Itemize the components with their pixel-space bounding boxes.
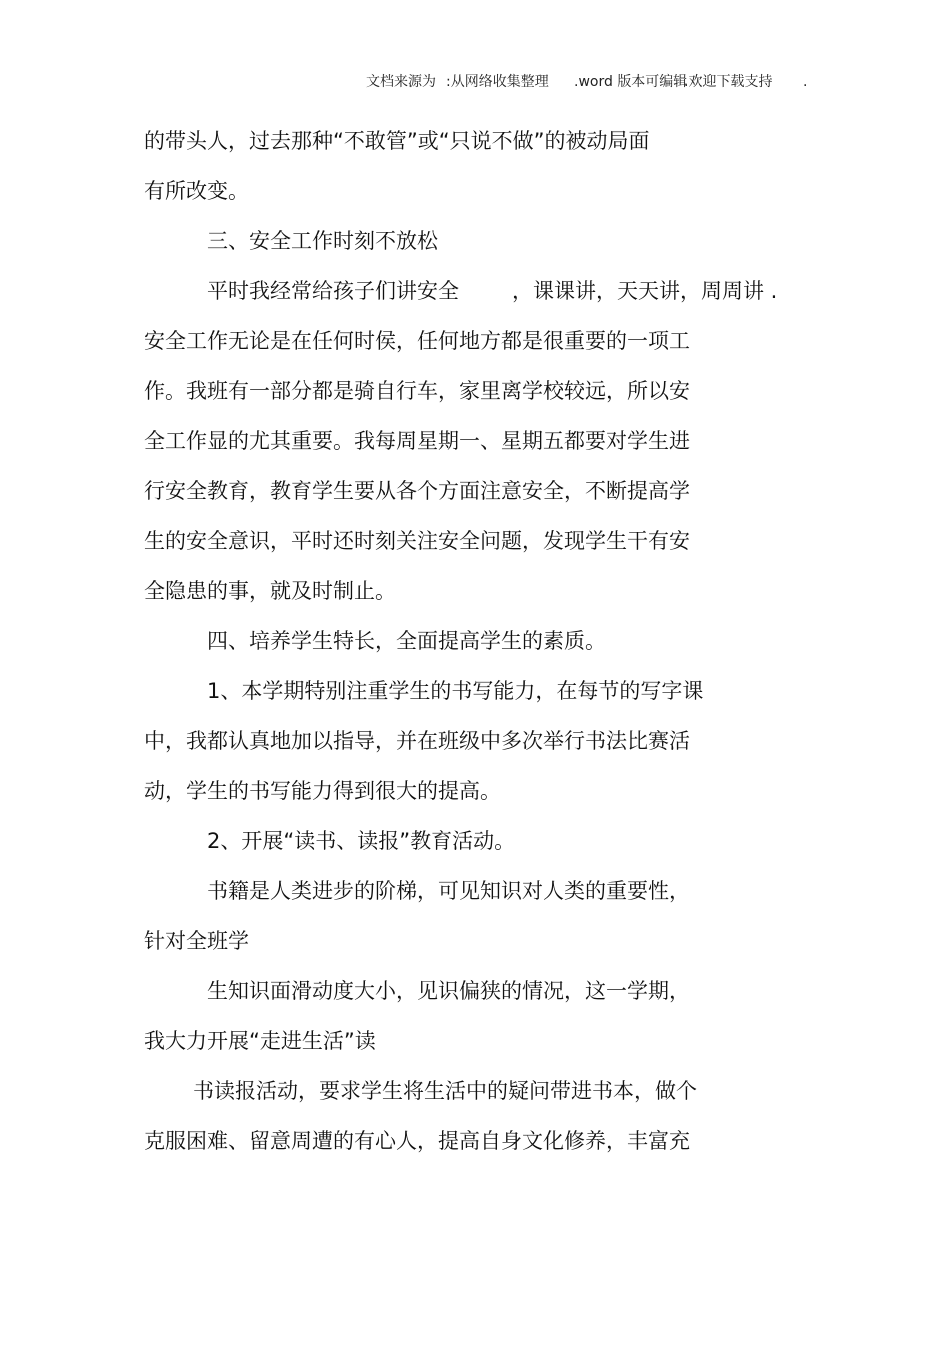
text-line: 作。我班有一部分都是骑自行车，家里离学校较远，所以安 (144, 379, 690, 403)
text-line: 全工作显的尤其重要。我每周星期一、星期五都要对学生进 (144, 429, 690, 453)
text-line: 生知识面滑动度大小，见识偏狭的情况，这一学期， (207, 979, 690, 1003)
text-line: 针对全班学 (144, 929, 249, 953)
header-dot: . (803, 74, 808, 90)
page-header (0, 72, 950, 92)
text-line: 克服困难、留意周遭的有心人，提高自身文化修养，丰富充 (144, 1129, 690, 1153)
header-word-editable: .word 版本可编辑 (574, 74, 688, 90)
text-line: 1、本学期特别注重学生的书写能力，在每节的写字课 (207, 679, 704, 703)
text-line: ，课课讲，天天讲，周周讲 . (512, 279, 778, 303)
text-line: 平时我经常给孩子们讲安全 (207, 279, 459, 303)
text-line: 行安全教育，教育学生要从各个方面注意安全，不断提高学 (144, 479, 690, 503)
text-line: 生的安全意识，平时还时刻关注安全问题，发现学生干有安 (144, 529, 690, 553)
text-line: 的带头人，过去那种“不敢管”或“只说不做”的被动局面 (144, 129, 650, 153)
text-line: 中，我都认真地加以指导，并在班级中多次举行书法比赛活 (144, 729, 690, 753)
text-line: 我大力开展“走进生活”读 (144, 1029, 376, 1053)
text-line: 书读报活动，要求学生将生活中的疑问带进书本，做个 (193, 1079, 697, 1103)
text-line: 2、开展“读书、读报”教育活动。 (207, 829, 516, 853)
text-line: 有所改变。 (144, 179, 249, 203)
text-line: 全隐患的事，就及时制止。 (144, 579, 396, 603)
section-heading-talents: 四、培养学生特长，全面提高学生的素质。 (207, 629, 606, 653)
text-line: 动，学生的书写能力得到很大的提高。 (144, 779, 501, 803)
text-line: 安全工作无论是在任何时侯，任何地方都是很重要的一项工 (144, 329, 690, 353)
header-download-support: .欢迎下载支持 (684, 74, 773, 90)
header-collected: :从网络收集整理 (446, 74, 549, 90)
header-source: 文档来源为 (366, 74, 436, 90)
section-heading-safety: 三、安全工作时刻不放松 (207, 229, 438, 253)
text-line: 书籍是人类进步的阶梯，可见知识对人类的重要性， (207, 879, 690, 903)
